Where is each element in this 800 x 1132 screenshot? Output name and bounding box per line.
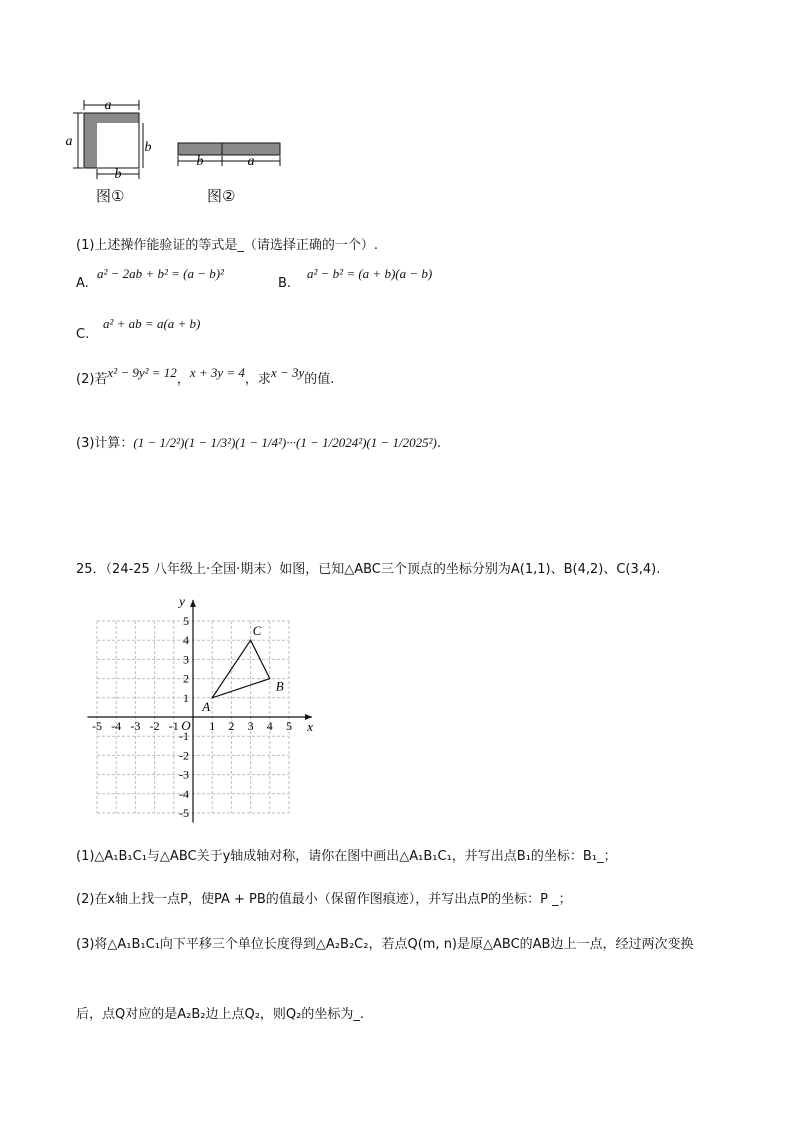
q25-part3-line2: 后，点Q对应的是A₂B₂边上点Q₂，则Q₂的坐标为_. (76, 1007, 364, 1022)
fig1-top-label: a (104, 98, 112, 113)
fig2-left-label: b (196, 154, 204, 169)
q24-part3-expr: (1 − 1/2²)(1 − 1/3²)(1 − 1/4²)···(1 − 1/2024²)(1 − 1/2025²) (133, 435, 437, 450)
y-tick-label: 4 (183, 633, 189, 648)
x-tick-label: -5 (92, 719, 102, 733)
q24-part2-eq1: x² − 9y² = 12 (107, 365, 177, 380)
q24-optA-formula: a² − 2ab + b² = (a − b)² (97, 266, 224, 281)
q25-part1: (1)△A₁B₁C₁与△ABC关于y轴成轴对称，请你在图中画出△A₁B₁C₁，并写出点B₁的坐标：B₁_； (76, 849, 617, 864)
fig1-left-label: a (65, 134, 73, 149)
y-tick-label: -2 (179, 748, 189, 763)
x-tick-label: 1 (209, 719, 216, 733)
q24-optC-formula: a² + ab = a(a + b) (103, 316, 201, 331)
x-tick-label: -3 (130, 719, 141, 733)
q24-part3-suffix: . (436, 436, 442, 451)
q24-part2-mid: ，求 (244, 372, 271, 387)
q24-part2-suffix: 的值. (304, 372, 335, 387)
y-tick-label: 1 (183, 690, 189, 705)
x-tick-label: 3 (247, 719, 254, 733)
fig1-bottom-label: b (114, 167, 122, 182)
fig2-right-label: a (247, 154, 255, 169)
q24-part3 (76, 432, 441, 451)
q24-optA-label: A. (76, 276, 89, 291)
x-tick-label: 5 (286, 719, 292, 733)
x-axis-label: x (307, 719, 314, 734)
q24-part2-prefix: (2)若 (76, 372, 108, 387)
q24-optB-label: B. (278, 276, 292, 291)
y-tick-label: -4 (179, 786, 189, 801)
x-tick-label: -2 (149, 719, 160, 733)
y-axis-arrow (190, 600, 196, 607)
q24-part2-sep: ， (176, 372, 190, 387)
fig1-right-label: b (144, 140, 152, 155)
q24-part2-expr: x − 3y (270, 365, 305, 380)
q25-intro: 25．（24-25 八年级上·全国·期末）如图，已知△ABC三个顶点的坐标分别为A(1,1)、B(4,2)、C(3,4). (76, 562, 661, 577)
y-tick-label: 5 (183, 614, 189, 628)
y-tick-label: -1 (179, 729, 189, 744)
point-label: C (252, 623, 262, 639)
figure-1 (66, 98, 152, 182)
x-tick-label: -4 (111, 719, 122, 733)
coordinate-grid (78, 592, 328, 824)
q24-optB-formula: a² − b² = (a + b)(a − b) (307, 266, 433, 281)
x-tick-label: -1 (168, 719, 179, 733)
x-tick-label: 2 (228, 719, 235, 733)
q24-part1: (1)上述操作能验证的等式是_（请选择正确的一个）. (76, 238, 379, 253)
y-tick-label: -3 (179, 767, 189, 782)
q24-optC-label: C. (76, 327, 90, 342)
q24-part2-eq2: x + 3y = 4 (189, 365, 245, 380)
y-tick-label: 2 (183, 671, 189, 686)
point-label: B (275, 678, 284, 694)
figure-2 (178, 143, 280, 169)
y-axis-label: y (179, 593, 185, 609)
y-tick-label: -5 (179, 806, 189, 820)
triangle-abc (212, 640, 270, 698)
q24-part2 (76, 365, 335, 387)
point-label: A (202, 698, 211, 714)
origin-label: O (181, 718, 191, 733)
y-tick-label: 3 (183, 652, 189, 667)
q24-part3-prefix: (3)计算： (76, 436, 134, 451)
fig2-caption: 图② (207, 187, 236, 205)
q25-part2: (2)在x轴上找一点P，使PA + PB的值最小（保留作图痕迹），并写出点P的坐标：P _； (76, 892, 572, 907)
fig1-caption: 图① (96, 187, 125, 205)
q25-part3-line1: (3)将△A₁B₁C₁向下平移三个单位长度得到△A₂B₂C₂，若点Q(m, n)是原△ABC的AB边上一点，经过两次变换 (76, 937, 694, 952)
x-tick-label: 4 (266, 719, 273, 733)
